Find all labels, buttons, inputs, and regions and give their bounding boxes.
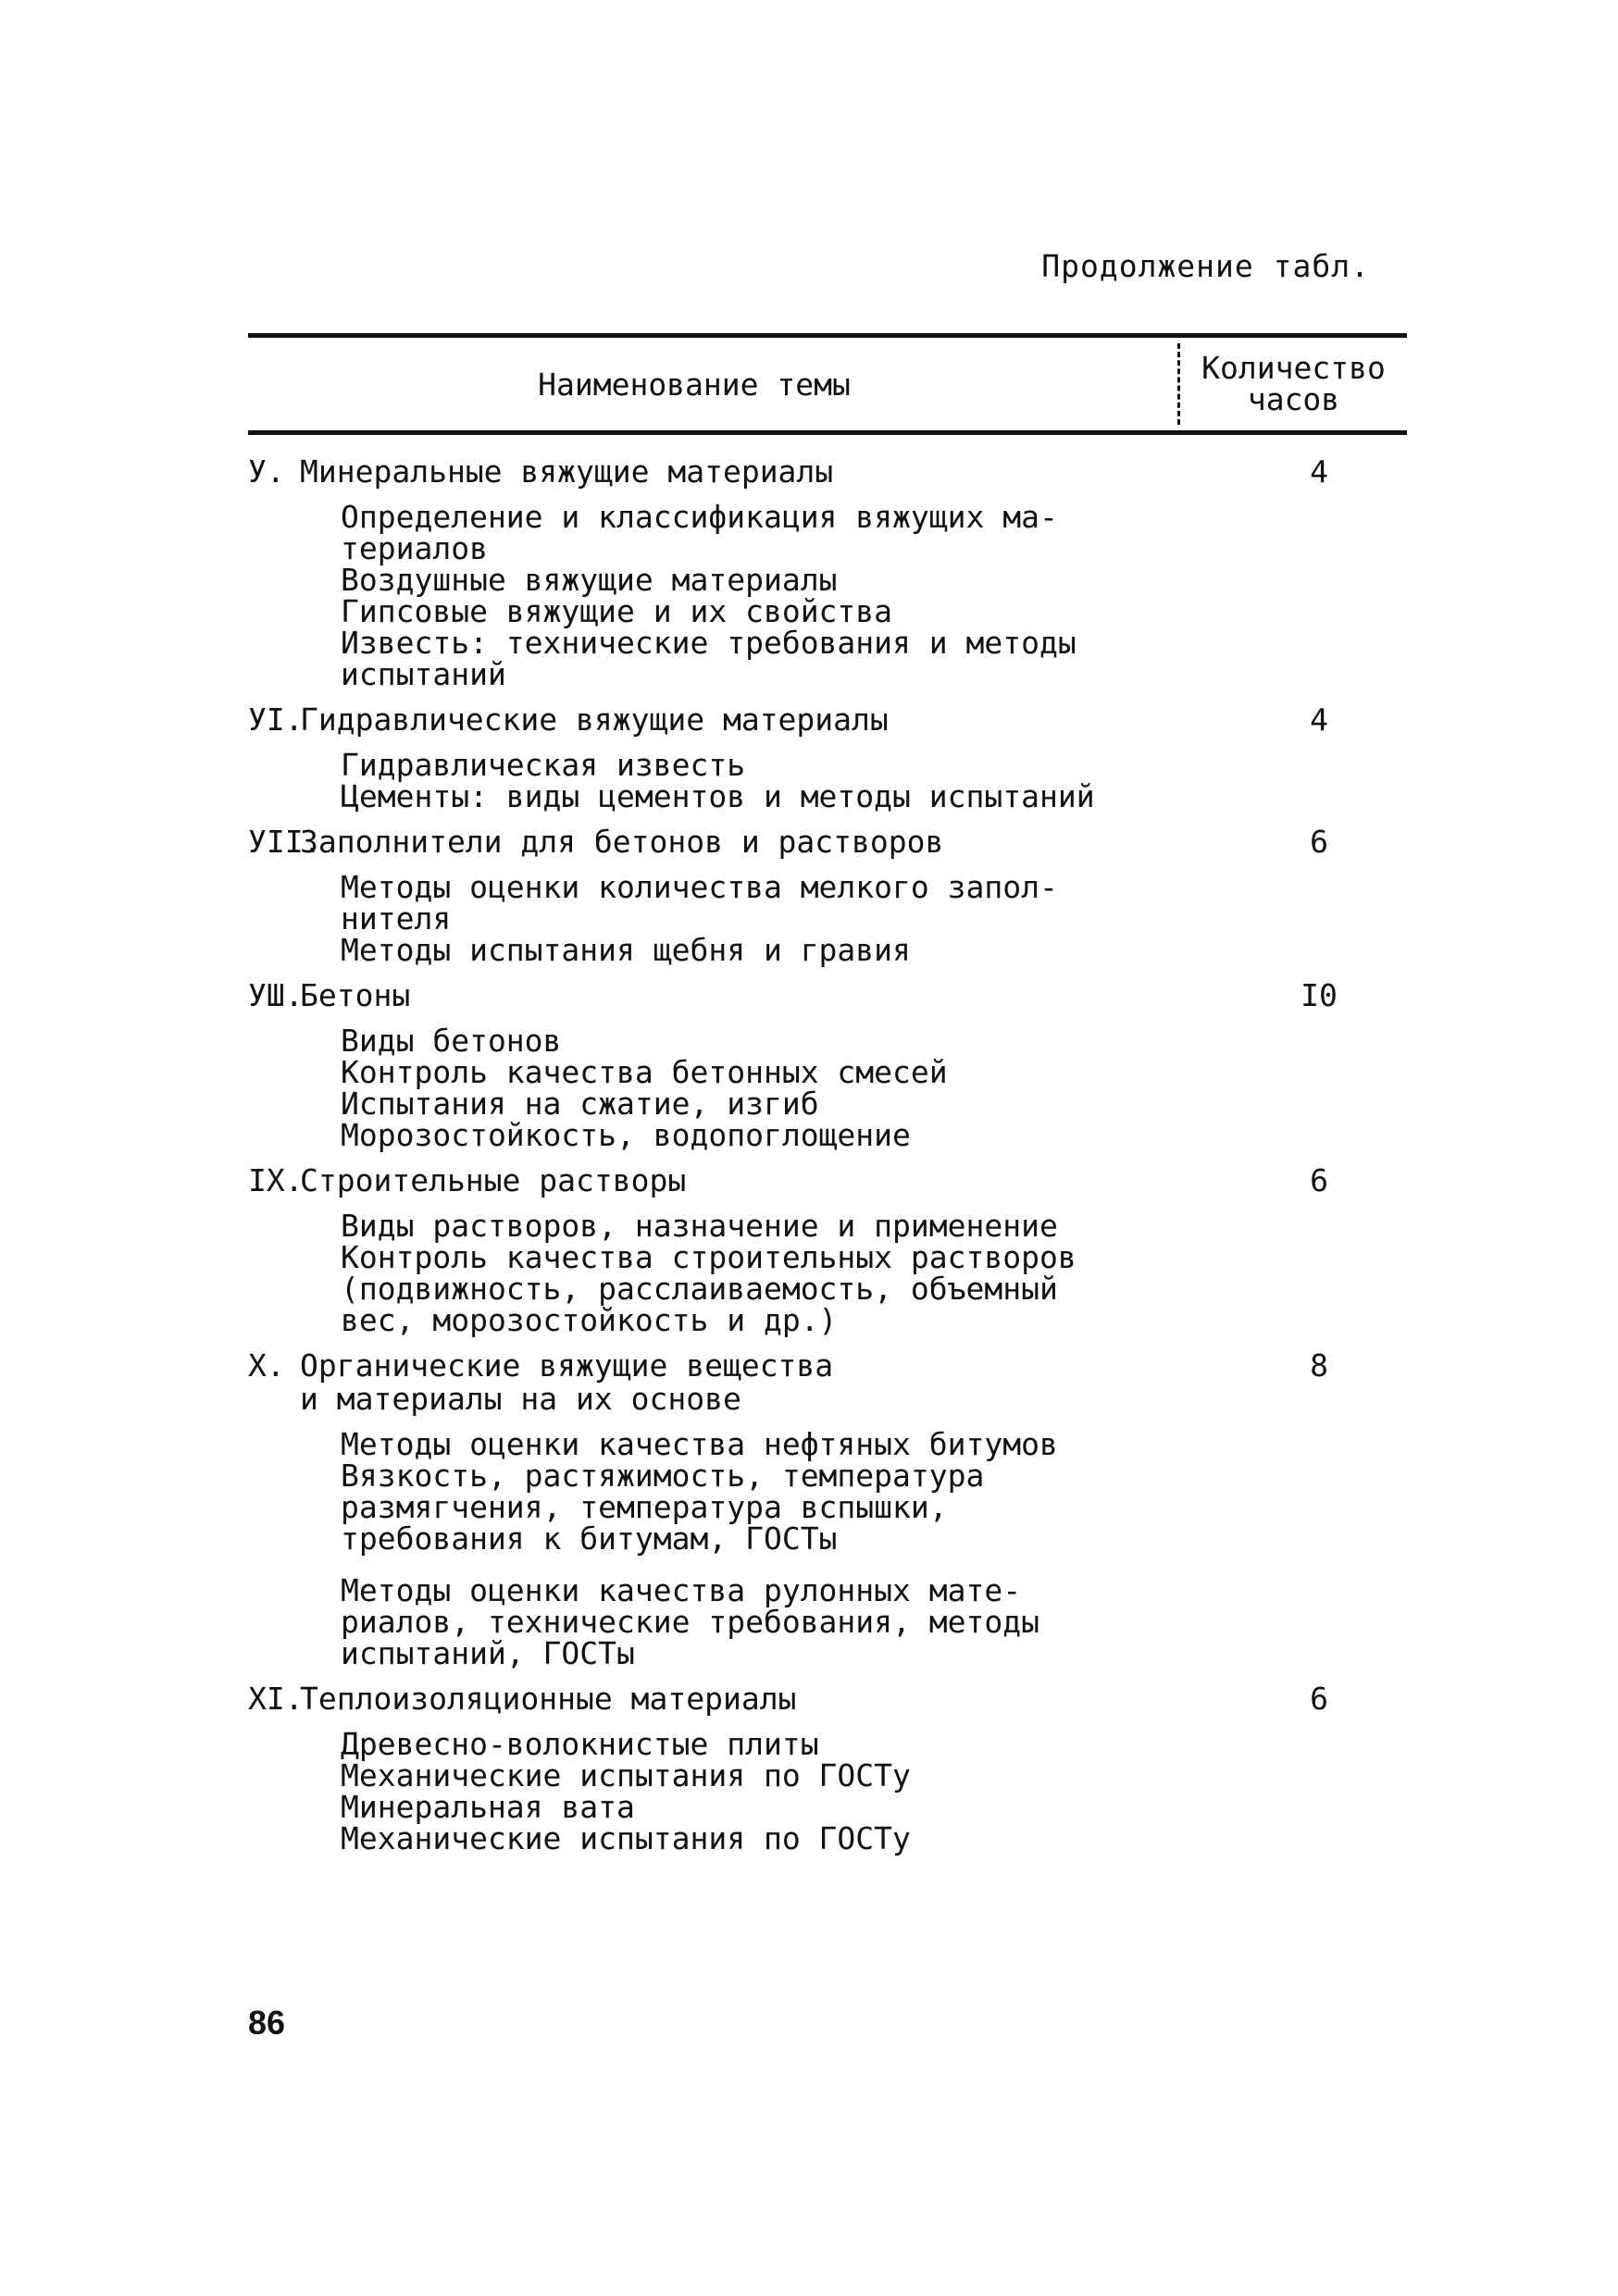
table-section [248,703,1407,813]
subtopic-group [341,1726,1174,1856]
table-section [248,455,1407,690]
header-topic: Наименование темы [538,366,851,403]
subtopic-line: Методы оценки качества рулонных мате- [341,1572,1022,1608]
section-title: Минеральные вяжущие материалы [300,453,834,490]
section-hours: 6 [1310,824,1328,860]
curriculum-table [248,333,1407,1868]
section-hours: 4 [1310,701,1328,738]
table-body [248,435,1407,1855]
subtopic-group [341,1572,1174,1671]
subtopic-line: Виды растворов, назначение и применение [341,1208,1058,1244]
subtopic-line: Методы оценки количества мелкого запол- [341,869,1058,905]
section-heading [248,455,1407,489]
section-heading [248,979,1407,1012]
subtopic-line: Минеральная вата [341,1789,635,1825]
subtopic-line: териалов [341,530,488,566]
subtopic-group [341,499,1174,692]
section-heading [248,1349,1407,1416]
subtopic-line: риалов, технические требования, методы [341,1604,1039,1640]
table-section [248,979,1407,1151]
section-number: УII. [248,824,322,860]
subtopic-line: Определение и классификация вяжущих ма- [341,499,1058,535]
section-number: УI. [248,701,304,738]
section-number: У. [248,453,285,490]
table-header [248,338,1407,430]
subtopic-line: Методы оценки качества нефтяных битумов [341,1426,1058,1462]
subtopic-line: (подвижность, расслаиваемость, объемный [341,1271,1058,1307]
subtopic-line: Гидравлическая известь [341,747,746,783]
header-hours-line2: часов [1247,381,1340,417]
section-hours: I0 [1301,977,1338,1013]
section-heading [248,825,1407,859]
subtopic-line: Воздушные вяжущие материалы [341,562,838,598]
section-title: Гидравлические вяжущие материалы [300,701,889,738]
subtopic-group [341,1025,1174,1151]
section-title: Бетоны [300,977,411,1013]
subtopic-line: испытаний, ГОСТы [341,1635,635,1671]
subtopic-line: требования к битумам, ГОСТы [341,1520,838,1557]
subtopic-line: испытаний [341,656,506,692]
subtopic-line: Механические испытания по ГОСТу [341,1757,911,1793]
subtopic-line: Методы испытания щебня и гравия [341,932,911,968]
subtopic-line: Вязкость, растяжимость, температура [341,1458,985,1494]
subtopic-line: Испытания на сжатие, изгиб [341,1086,819,1122]
section-number: XI. [248,1681,304,1717]
subtopic-group [341,747,1174,814]
table-section [248,1164,1407,1336]
section-number: УШ. [248,977,304,1013]
subtopic-line: нителя [341,900,452,937]
section-title: Органические вяжущие вещества и материалы на их основе [300,1347,834,1417]
subtopic-line: Виды бетонов [341,1023,562,1059]
subtopic-line: Контроль качества бетонных смесей [341,1054,948,1090]
section-number: IX. [248,1162,304,1198]
section-hours: 8 [1310,1347,1328,1384]
section-number: X. [248,1347,285,1384]
table-section [248,1682,1407,1855]
section-hours: 6 [1310,1162,1328,1198]
section-title: Заполнители для бетонов и растворов [300,824,944,860]
subtopic-line: Контроль качества строительных растворов [341,1239,1077,1275]
subtopic-line: Древесно-волокнистые плиты [341,1726,819,1762]
table-continuation-label: Продолжение табл. [1041,248,1370,284]
subtopic-line: размягчения, температура вспышки, [341,1489,948,1525]
section-heading [248,1682,1407,1716]
header-hours-line1: Количество [1201,350,1386,386]
subtopic-line: Морозостойкость, водопоглощение [341,1117,911,1153]
page-number: 86 [248,2004,286,2042]
table-section [248,825,1407,966]
subtopic-group [341,869,1174,968]
subtopic-line: Гипсовые вяжущие и их свойства [341,593,893,629]
section-title: Теплоизоляционные материалы [300,1681,797,1717]
header-hours [1180,338,1407,430]
section-heading [248,1164,1407,1198]
section-hours: 4 [1310,453,1328,490]
section-hours: 6 [1310,1681,1328,1717]
table-section [248,1349,1407,1669]
subtopic-group [341,1426,1174,1557]
subtopic-line: Цементы: виды цементов и методы испытаний [341,778,1095,814]
subtopic-line: вес, морозостойкость и др.) [341,1302,838,1338]
section-heading [248,703,1407,737]
subtopic-line: Известь: технические требования и методы [341,625,1077,661]
subtopic-group [341,1210,1174,1336]
subtopic-line: Механические испытания по ГОСТу [341,1820,911,1856]
section-title: Строительные растворы [300,1162,687,1198]
